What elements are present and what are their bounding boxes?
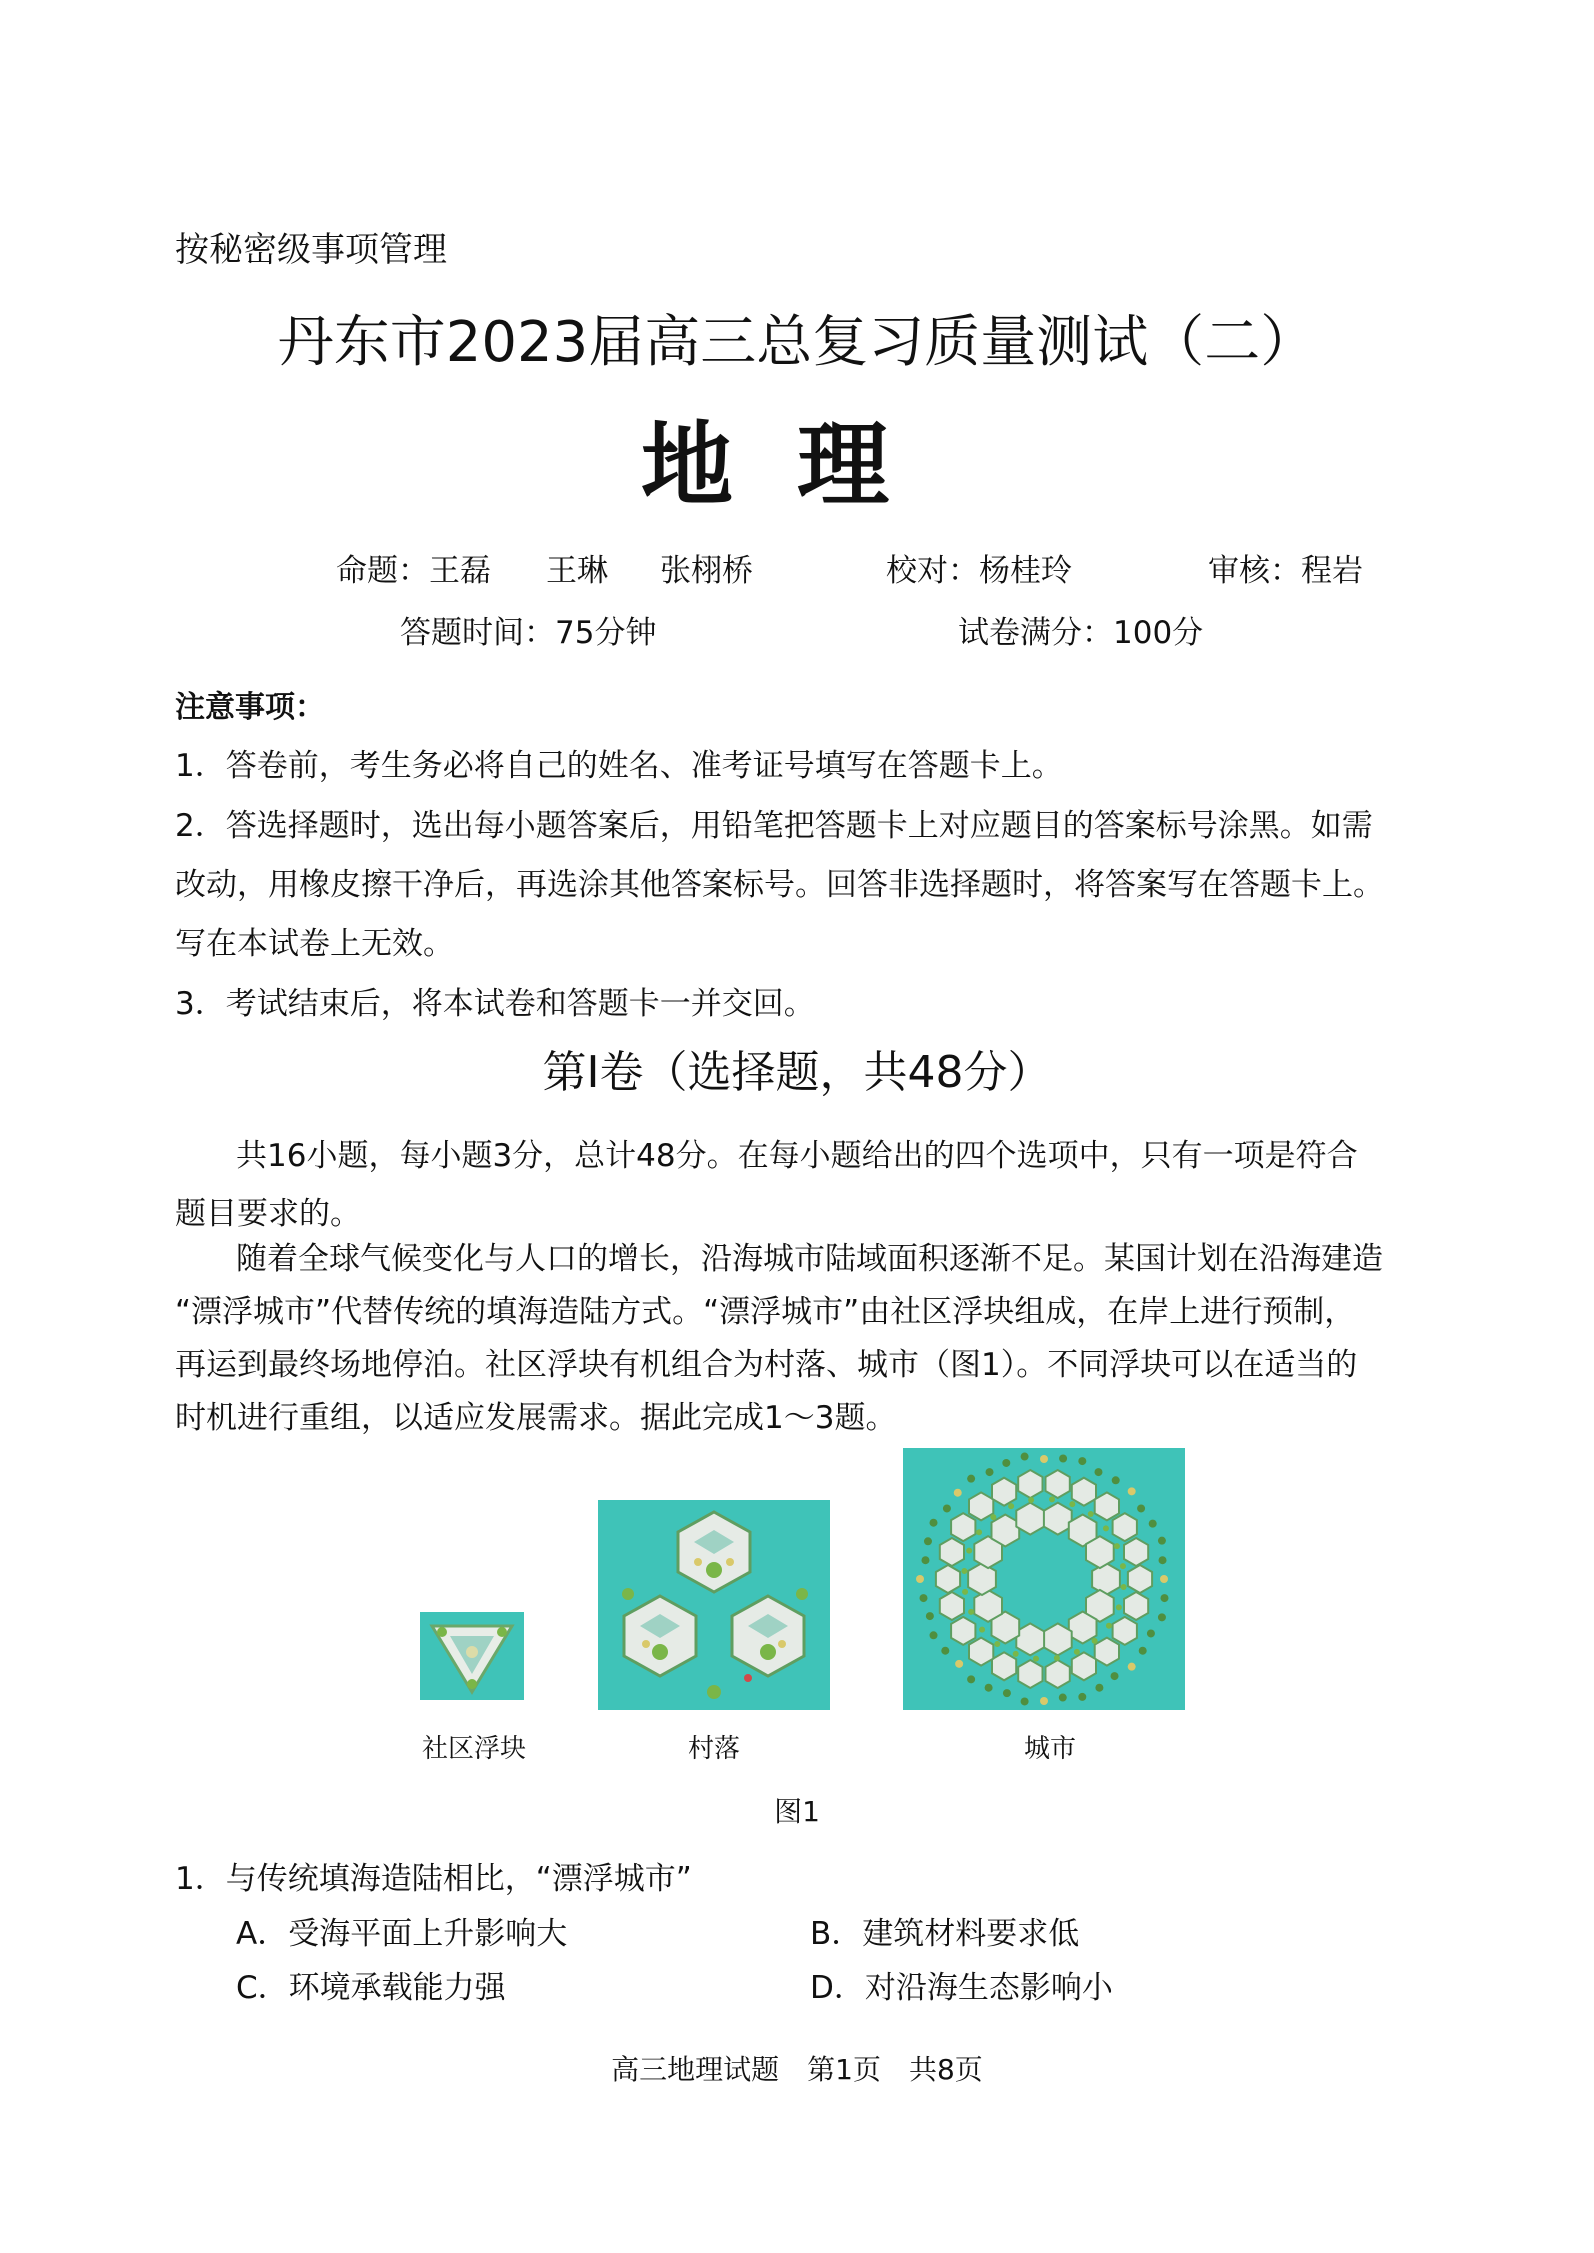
city-block xyxy=(940,1592,964,1620)
city-greenery xyxy=(1013,1651,1019,1657)
city-greenery xyxy=(955,1660,963,1668)
author-2: 王琳 xyxy=(546,553,608,589)
city-greenery xyxy=(1147,1629,1155,1637)
city-block xyxy=(1095,1638,1119,1666)
city-greenery xyxy=(966,1548,972,1554)
passage-line: “漂浮城市”代替传统的填海造陆方式。“漂浮城市”由社区浮块组成，在岸上进行预制， xyxy=(175,1294,1356,1330)
notice-item: 写在本试卷上无效。 xyxy=(175,926,454,962)
caption-village: 村落 xyxy=(687,1734,740,1764)
city-block xyxy=(936,1565,960,1593)
city-greenery xyxy=(1160,1575,1168,1583)
exam-time: 答题时间：75分钟 xyxy=(400,615,657,651)
city-greenery xyxy=(1160,1594,1168,1602)
city-greenery xyxy=(1002,1459,1010,1467)
city-block xyxy=(968,1563,996,1595)
city-block xyxy=(1044,1503,1072,1535)
city-greenery xyxy=(1094,1468,1102,1476)
option-c: C．环境承载能力强 xyxy=(236,1970,506,2006)
page-footer: 高三地理试题 第1页 共8页 xyxy=(611,2053,983,2086)
classification-label: 按秘密级事项管理 xyxy=(175,230,447,270)
city-block xyxy=(1124,1538,1148,1566)
proofreader: 校对：杨桂玲 xyxy=(886,553,1072,589)
figure-number: 图1 xyxy=(774,1795,820,1828)
city-block xyxy=(992,1652,1016,1680)
city-block xyxy=(1069,1612,1097,1644)
city-greenery xyxy=(968,1609,974,1615)
city-greenery xyxy=(930,1631,938,1639)
subject-title: 地理 xyxy=(640,412,953,519)
city-greenery xyxy=(1003,1689,1011,1697)
city-greenery xyxy=(1159,1556,1167,1564)
city-greenery xyxy=(1008,1503,1014,1509)
city-greenery xyxy=(1059,1694,1067,1702)
city-greenery xyxy=(962,1589,968,1595)
passage-line: 随着全球气候变化与人口的增长，沿海城市陆域面积逐渐不足。某国计划在沿海建造 xyxy=(236,1241,1383,1277)
city-greenery xyxy=(1128,1663,1136,1671)
city-greenery xyxy=(1049,1496,1055,1502)
city-block xyxy=(992,1515,1020,1547)
city-greenery xyxy=(967,1475,975,1483)
city-greenery xyxy=(1158,1613,1166,1621)
city-block xyxy=(974,1590,1002,1622)
city-greenery xyxy=(1120,1563,1126,1569)
city-greenery xyxy=(1095,1684,1103,1692)
city-greenery xyxy=(1033,1656,1039,1662)
city-greenery xyxy=(1074,1649,1080,1655)
city-block xyxy=(1124,1592,1148,1620)
city-greenery xyxy=(1116,1604,1122,1610)
city-block xyxy=(1018,1660,1042,1688)
option-d: D．对沿海生态影响小 xyxy=(810,1970,1113,2006)
city-block xyxy=(951,1513,975,1541)
caption-city: 城市 xyxy=(1023,1734,1076,1764)
city-greenery xyxy=(1092,1638,1098,1644)
city-image xyxy=(903,1448,1185,1710)
author-label: 命题：王磊 xyxy=(336,553,491,589)
city-greenery xyxy=(1040,1697,1048,1705)
city-greenery xyxy=(1021,1697,1029,1705)
city-block xyxy=(992,1478,1016,1506)
city-greenery xyxy=(916,1575,924,1583)
city-block xyxy=(1018,1470,1042,1498)
city-greenery xyxy=(1059,1455,1067,1463)
city-greenery xyxy=(943,1504,951,1512)
city-greenery xyxy=(1121,1584,1127,1590)
city-greenery xyxy=(920,1594,928,1602)
city-greenery xyxy=(985,1684,993,1692)
city-greenery xyxy=(979,1627,985,1633)
city-greenery xyxy=(994,1641,1000,1647)
city-block xyxy=(969,1638,993,1666)
city-greenery xyxy=(1088,1511,1094,1517)
caption-community-block: 社区浮块 xyxy=(421,1734,526,1764)
notice-item: 2．答选择题时，选出每小题答案后，用铅笔把答题卡上对应题目的答案标号涂黑。如需 xyxy=(175,808,1373,844)
section-intro: 题目要求的。 xyxy=(175,1196,361,1232)
city-greenery xyxy=(926,1612,934,1620)
city-greenery xyxy=(921,1556,929,1564)
city-block xyxy=(1016,1623,1044,1655)
notice-item: 3．考试结束后，将本试卷和答题卡一并交回。 xyxy=(175,986,815,1022)
city-greenery xyxy=(1112,1476,1120,1484)
city-greenery xyxy=(1149,1520,1157,1528)
city-greenery xyxy=(941,1647,949,1655)
city-block xyxy=(1072,1652,1096,1680)
reviewer: 审核：程岩 xyxy=(1208,553,1363,589)
city-greenery xyxy=(1137,1504,1145,1512)
city-greenery xyxy=(1054,1655,1060,1661)
city-greenery xyxy=(976,1529,982,1535)
village-image xyxy=(598,1500,830,1710)
passage-line: 时机进行重组，以适应发展需求。据此完成1～3题。 xyxy=(175,1400,897,1436)
notice-item: 1．答卷前，考生务必将自己的姓名、准考证号填写在答题卡上。 xyxy=(175,748,1063,784)
city-greenery xyxy=(1028,1497,1034,1503)
city-greenery xyxy=(1021,1453,1029,1461)
city-greenery xyxy=(1103,1525,1109,1531)
city-block xyxy=(1046,1470,1070,1498)
city-greenery xyxy=(1078,1457,1086,1465)
option-b: B．建筑材料要求低 xyxy=(810,1916,1080,1952)
city-block xyxy=(951,1617,975,1645)
passage-line: 再运到最终场地停泊。社区浮块有机组合为村落、城市（图1）。不同浮块可以在适当的 xyxy=(175,1347,1358,1383)
city-block xyxy=(1092,1563,1120,1595)
city-greenery xyxy=(961,1568,967,1574)
city-greenery xyxy=(1078,1693,1086,1701)
community-block-image xyxy=(420,1612,524,1700)
exam-title: 丹东市2023届高三总复习质量测试（二） xyxy=(277,310,1317,375)
city-block xyxy=(1046,1660,1070,1688)
city-greenery xyxy=(930,1519,938,1527)
option-a: A．受海平面上升影响大 xyxy=(236,1916,568,1952)
city-block xyxy=(1072,1478,1096,1506)
city-block xyxy=(940,1538,964,1566)
full-score: 试卷满分：100分 xyxy=(958,615,1204,651)
city-greenery xyxy=(1158,1537,1166,1545)
city-greenery xyxy=(1069,1501,1075,1507)
author-3: 张栩桥 xyxy=(660,553,753,589)
section-title: 第Ⅰ卷（选择题，共48分） xyxy=(542,1047,1052,1098)
notice-item: 改动，用橡皮擦干净后，再选涂其他答案标号。回答非选择题时，将答案写在答题卡上。 xyxy=(175,867,1384,903)
city-greenery xyxy=(1106,1623,1112,1629)
city-block xyxy=(1095,1492,1119,1520)
city-block xyxy=(1044,1623,1072,1655)
city-greenery xyxy=(1111,1672,1119,1680)
city-greenery xyxy=(1139,1647,1147,1655)
city-block xyxy=(1016,1503,1044,1535)
city-greenery xyxy=(954,1489,962,1497)
city-greenery xyxy=(967,1675,975,1683)
notice-heading: 注意事项： xyxy=(175,690,325,725)
city-block xyxy=(1113,1513,1137,1541)
city-block xyxy=(1086,1536,1114,1568)
city-block xyxy=(1113,1617,1137,1645)
section-intro: 共16小题，每小题3分，总计48分。在每小题给出的四个选项中，只有一项是符合 xyxy=(236,1138,1358,1174)
city-greenery xyxy=(924,1537,932,1545)
city-greenery xyxy=(1040,1455,1048,1463)
question-1-stem: 1．与传统填海造陆相比，“漂浮城市” xyxy=(175,1861,692,1897)
city-greenery xyxy=(990,1514,996,1520)
city-greenery xyxy=(1128,1487,1136,1495)
city-block xyxy=(969,1492,993,1520)
city-greenery xyxy=(1114,1543,1120,1549)
city-greenery xyxy=(986,1468,994,1476)
city-block xyxy=(1128,1565,1152,1593)
